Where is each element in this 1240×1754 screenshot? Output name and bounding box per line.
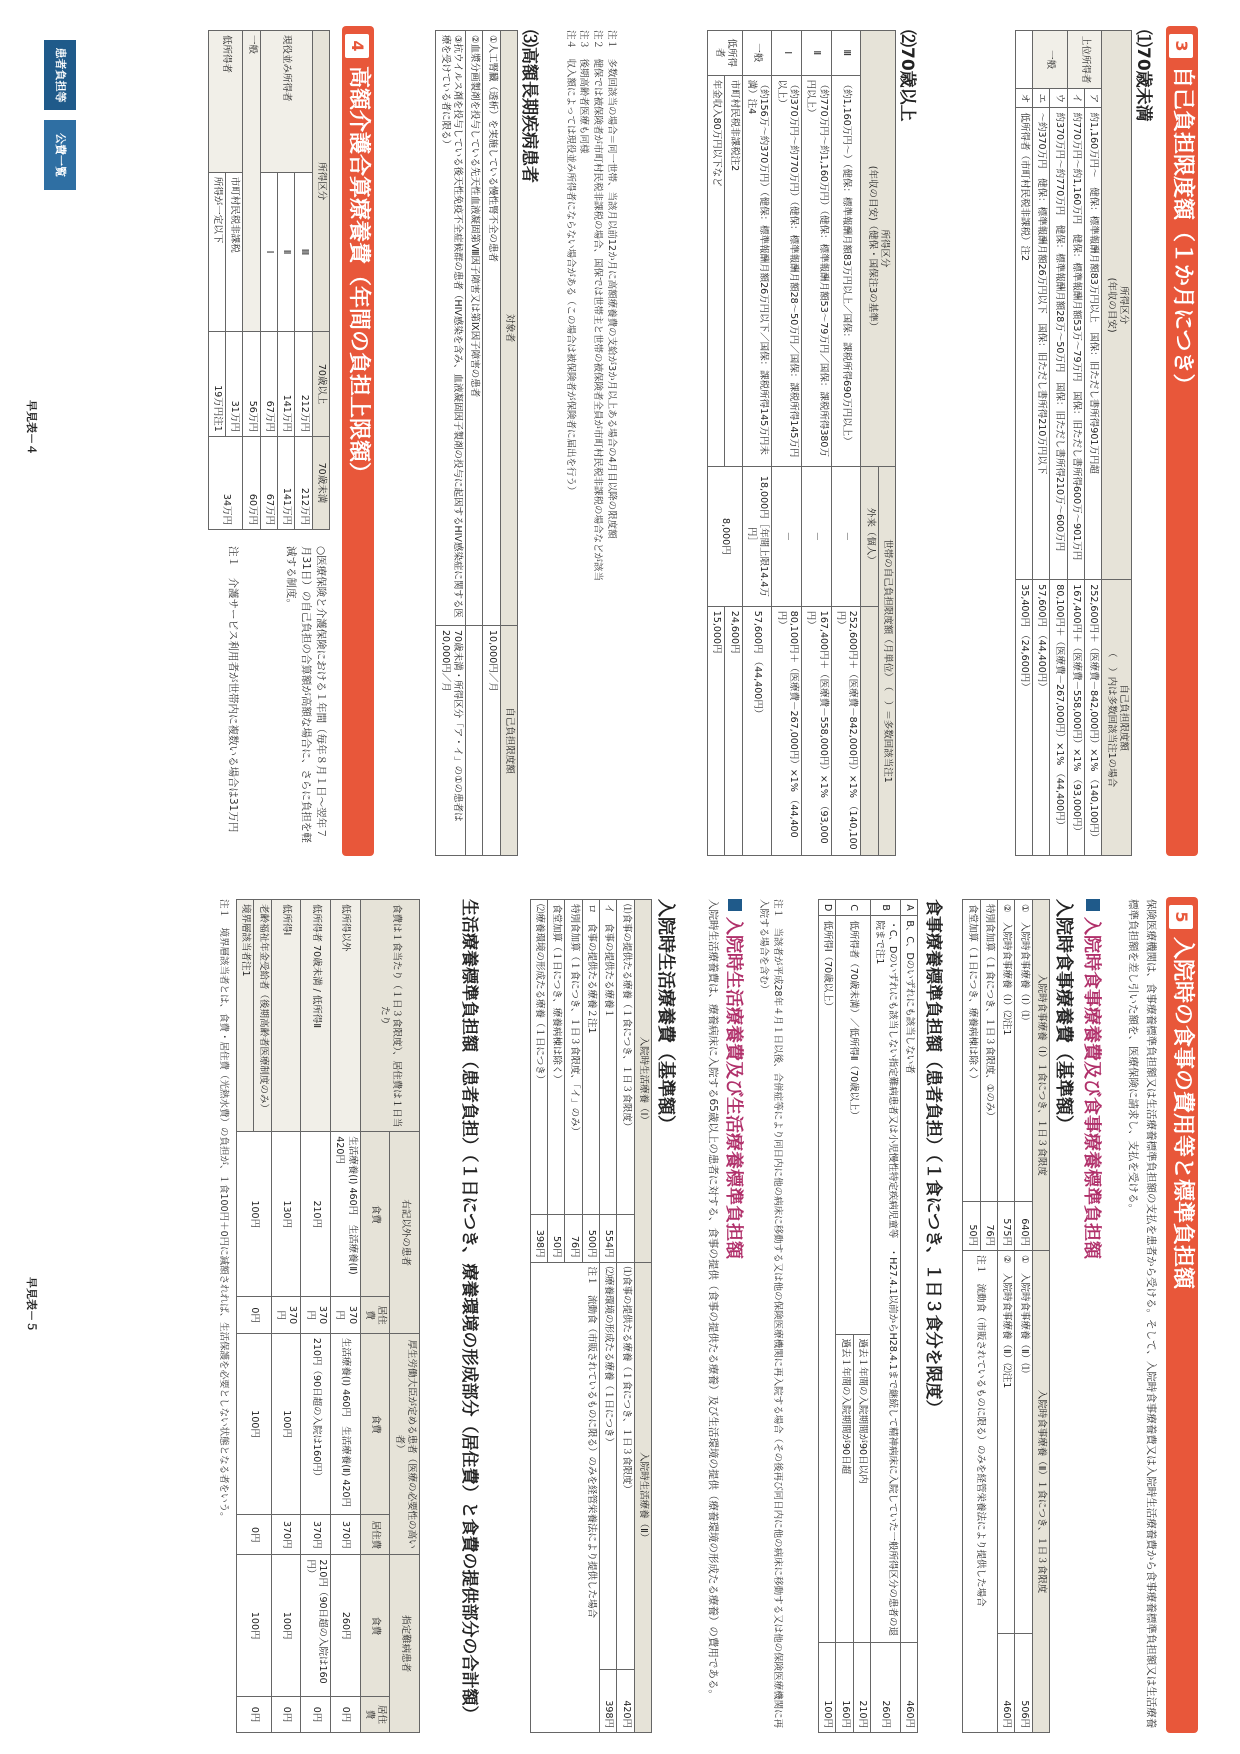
heading-life-therapy: 入院時生活療養費及び生活療養標準負担額	[722, 899, 748, 1259]
footer-page4: 早見表－４	[25, 400, 38, 455]
table-row: 特別食加算（１食につき、１日３食限度、「イ」のみ） 76円	[565, 900, 582, 1733]
table-row: 現役並み所得者 Ⅲ 212万円 212万円	[295, 31, 312, 530]
table-row: 所得が一定以下 19万円注1	[208, 31, 225, 530]
table-row: ⑴食事の提供たる療養（１食につき、１日３食限度） ⑴食事の提供たる療養（１食につき、１日３食限度） 420円	[617, 900, 634, 1733]
subheading-over70: ⑵70歳以上	[897, 30, 917, 122]
table-row: 老齢福祉年金受給者（後期高齢者医療制度のみ） 100円 0円 100円 0円 100円 0円	[254, 900, 271, 1733]
section-number: 3	[1169, 34, 1193, 58]
section-number: 5	[1169, 905, 1193, 929]
table-row: A B、C、Dのいずれにも該当しない者 460円	[900, 900, 917, 1733]
table-row: イ 約770万円～約1,160万円 健保：標準報酬月額53万～79万円 国保：旧ただし書所得600万～901万円 167,400円＋（医療費－558,000円）×1% （93,000円）	[1067, 31, 1084, 856]
table-row: ①人工腎臓（透析）を実施している慢性腎不全の患者 10,000円／月	[483, 31, 500, 856]
section-title: 高額介護合算療養費（年間の負担上限額）	[346, 66, 371, 485]
table-row: ① 入院時食事療養（Ⅰ）⑴ 640円 ① 入院時食事療養（Ⅱ）⑴ 506円	[1015, 900, 1032, 1733]
table-row: ⑵療養環境の形成たる療養（１日につき） 398円	[530, 900, 547, 1733]
table-row: Ⅱ （約770万円～約1,160万円）（健保：標準報酬月額53～79万円／国保：課税所得380万円以上） － 167,400円＋（医療費－558,000円）×1% （93,000円）	[801, 31, 831, 856]
table-row: 低所得者 市町村民税非課税注2 8,000円 24,600円	[725, 31, 742, 856]
notes-sec3: 注１ 多数回該当の場合＝同一世帯、当該月以前12か月に高額療養費の支給が3か月以上ある場合の4月目以降の限度額 注２ 健保では被保険者が市町村民税非課税の場合、国保では世帯主と世帯の被保険者全員が市町村民税非課税の場合などが該当 注３ 後期高齢者医療も同様 注４ 収入額によっては現役並み所得者にならない場合がある（この場合は被保険者が保険者に届出を行う）	[564, 30, 617, 582]
table-row: 低所得Ⅰ 130円 370円 100円 370円 100円 0円	[271, 900, 301, 1733]
table-row: オ 低所得者（市町村民税非課税）注2 35,400円 （24,600円）	[1015, 31, 1032, 856]
table-row: ② 入院時食事療養（Ⅰ）⑵注1 575円 ② 入院時食事療養（Ⅱ）⑵注1 460円	[997, 900, 1014, 1733]
tab-public-list[interactable]: 公費一覧	[44, 120, 76, 190]
section-title: 自己負担限度額（１か月につき）	[1170, 66, 1195, 396]
subheading-under70: ⑴70歳未満	[1133, 30, 1153, 122]
table-row: Ⅲ （約1,160万円～）（健保：標準報酬月額83万円以上／国保：課税所得690万円以上） － 252,600円＋（医療費－842,000円）×1% （140,100円）	[831, 31, 861, 856]
section-3-header	[1166, 26, 1198, 856]
table-food-standard	[818, 899, 918, 1733]
table-row: イ 食事の提供たる療養１ 554円 ⑵療養環境の形成たる療養（１日につき） 398円	[599, 900, 616, 1733]
table-row: Ⅱ 141万円 141万円	[277, 31, 294, 530]
table-row: 特別食加算（１食につき、１日３食限度、①のみ） 76円 注１ 流動食（市販されているものに限る）のみを経管栄養法により提供した場合	[980, 900, 997, 1733]
heading-food-standard: 食事療養標準負担額（患者負担）（１食につき、１日３食分を限度）	[923, 899, 943, 1417]
page-5	[0, 877, 1240, 1754]
subheading-longterm: ⑶高額長期疾病患者	[519, 30, 539, 183]
table-row: 過去１年間の入院期間が90日超 160円	[836, 900, 853, 1733]
table-row: 境界層該当者注1	[236, 900, 253, 1733]
table-row: 一般 （約156万～約370万円）（健保：標準報酬月額26万円以下／国保：課税所得145万円未満）注4 18,000円［年間上限14.4万円］ 57,600円 （44,400円）	[742, 31, 772, 856]
heading-life-standard: 生活療養標準負担額（患者負担）（１日につき、療養環境の形成部分（居住費）と食費の提供部分の合計額）	[459, 899, 479, 1723]
sec4-description: ○医療保険と介護保険における１年間（毎年８月１日～翌年７月31日）の自己負担の合算額が高額な場合に、さらに負担を軽減する制度。	[284, 546, 327, 843]
intro-paragraph: 保険医療機関は、食事療養標準負担額又は生活療養標準負担額の支払を患者から受ける。そして、入院時食事療養費又は入院時生活療養費から食事療養標準負担額又は生活療養標準負担額を差し引いた額を、医療保険に請求し、支払を受ける。	[1126, 899, 1157, 1729]
table-row: 低所得以外 生活療養(Ⅰ) 460円 生活療養(Ⅱ) 420円 370円 生活療養(Ⅰ) 460円 生活療養(Ⅱ) 420円 370円 260円 0円	[330, 900, 360, 1733]
table-row: 低所得者 70歳未満 / 低所得Ⅱ 210円 370円 210円（90日超の入院は160円） 370円 210円（90日超の入院は160円） 0円	[301, 900, 331, 1733]
table-kaigo-gassan: 所得区分 70歳以上 70歳未満 現役並み所得者 Ⅲ 212万円 212万円 Ⅱ 141万円 141万円 Ⅰ 67万円 67万円 一般 56万円 60万円 低所得者 市町村民税非課税 31万円 34万円 所得が一定以下 19万円注1	[208, 30, 330, 530]
table-row: D 低所得Ⅰ（70歳以上） 100円	[818, 900, 835, 1733]
table-row: Ⅰ （約370万円～約770万円）（健保：標準報酬月額28～50万円／国保：課税所得145万円以上） － 80,100円＋（医療費－267,000円）×1% （44,400円）	[772, 31, 802, 856]
section-5-header	[1166, 897, 1198, 1733]
table-row: C 低所得者（70歳未満）／低所得Ⅱ（70歳以上） 過去１年間の入院期間が90日以内 210円	[853, 900, 870, 1733]
note-food-standard: 注１ 当該者が平成28年４月１日以後、合併症等により同日内に他の病床に移動する又は他の保険医療機関に再入院する場合（その後再び同日内に他の病床に移動する又は他の保険医療機関に再入院する場合を含む）	[758, 899, 783, 1729]
table-life-base: 入院時生活療養（Ⅰ） 入院時生活療養（Ⅱ） ⑴食事の提供たる療養（１食につき、１日３食限度） ⑴食事の提供たる療養（１食につき、１日３食限度） 420円 イ 食事の提供たる療養１ 554円 ⑵療養環境の形成たる療養（１日につき） 398円 ロ 食事の提供たる療養２注1 500円 注１ 流動食（市販されているものに限る）のみを経管栄養法により提供した場合 特別食加算（１食につき、１日３食限度、「イ」のみ） 76円 食堂加算（１日につき、療養病棟は除く） 50円 ⑵療養環境の形成たる療養（１日につき） 398円	[530, 899, 652, 1733]
footer-page5: 早見表－５	[25, 1277, 38, 1332]
table-row: ③抗ウイルス剤を投与している後天性免疫不全症候群の患者（HIV感染を含み、血液凝固因子製剤の投与に起因するHIV感染症に関する医療を受けている者に限る） 70歳未満・所得区分「ア・イ」の①の患者は20,000円／月	[436, 31, 466, 856]
table-under70	[1015, 30, 1132, 856]
table-row: 上位所得者 ア 約1,160万円～ 健保：標準報酬月額83万円以上 国保：旧ただし書所得901万円超 252,600円＋（医療費－842,000円）×1% （140,100円）	[1084, 31, 1101, 856]
table-row: ロ 食事の提供たる療養２注1 500円 注１ 流動食（市販されているものに限る）のみを経管栄養法により提供した場合	[582, 900, 599, 1733]
table-row: 食堂加算（１日につき、療養病棟は除く） 50円	[547, 900, 564, 1733]
section-4-header	[342, 26, 374, 856]
section-number: 4	[345, 34, 369, 58]
table-row: 年金収入80万円以下など 15,000円	[707, 31, 724, 856]
heading-food-base: 入院時食事療養費（基準額）	[1053, 899, 1074, 1133]
tab-patient-burden[interactable]: 患者負担等	[44, 40, 76, 110]
note-life-standard: 注１ 境界層該当者とは、食費・居住費（光熱水費）の負担が、１食100円＋0円に減額されれば、生活保護を必要としない状態となる者をいう。	[218, 899, 229, 1522]
table-longterm: 対象者 自己負担限度額 ①人工腎臓（透析）を実施している慢性腎不全の患者 10,000円／月 ②血漿分画製剤を投与している先天性血液凝固第Ⅷ因子障害又は第Ⅸ因子障害の患者 ③抗ウイルス剤を投与している後天性免疫不全症候群の患者（HIV感染を含み、血液凝固因子製剤の投与に起因するHIV感染症に関する医療を受けている者に限る） 70歳未満・所得区分「ア・イ」の①の患者は20,000円／月	[435, 30, 518, 856]
table-row: 一般 ウ 約370万円～約770万円 健保：標準報酬月額28万～50万円 国保：旧ただし書所得210万～600万円 80,100円＋（医療費－267,000円）×1% （44,400円）	[1050, 31, 1067, 856]
th-kubun: 所得区分 (年収の目安)	[1102, 31, 1132, 580]
table-row: B ・C、Dのいずれにも該当しない指定難病患者又は小児慢性特定疾病児童等 ・H27.4.1以前からH28.4.1まで継続して精神病床に入院していた一般所得区分の患者の退院まで注1 260円	[870, 900, 900, 1733]
table-over70: 所得区分 (年収の目安)（健保・国保注3の基準） 世帯の自己負担限度額（月単位） （ ）＝多数回該当注1 外来（個人） Ⅲ （約1,160万円～）（健保：標準報酬月額83万円以上／国保：課税所得690万円以上） － 252,600円＋（医療費－842,000円）×1% （140,100円） Ⅱ （約770万円～約1,160万円）（健保：標準報酬月額53～79万円／国保：課税所得380万円以上） － 167,400円＋（医療費－558,000円）×1% （93,000円） Ⅰ （約370万円～約770万円）（健保：標準報酬月額28～50万円／国保：課税所得145万円以上） － 80,100円＋（医療費－267,000円）×1% （44,400円） 一般 （約156万～約370万円）（健保：標準報酬月額26万円以下／国保：課税所得145万円未満）注4 18,000円［年間上限14.4万円］ 57,600円 （44,400円） 低所得者 市町村民税非課税注2 8,000円 24,600円 年金収入80万円以下など 15,000円	[707, 30, 896, 856]
th-limit: 自己負担限度額 （ ）内は多数回該当注1の場合	[1102, 580, 1132, 856]
heading-life-base: 入院時生活療養費（基準額）	[655, 899, 676, 1133]
life-paragraph: 入院時生活療養費は、療養病床に入院する65歳以上の患者に対する、食事の提供（食事の提供たる療養）及び生活環境の提供（療養環境の形成たる療養）の費用である。	[707, 899, 719, 1700]
sec4-note: 注１ 介護サービス利用者が世帯内に複数いる場合は31万円	[227, 546, 239, 833]
heading-food-therapy: 入院時食事療養費及び食事療養標準負担額	[1080, 899, 1106, 1259]
table-row: エ ～約370万円 健保：標準報酬月額26万円以下 国保：旧ただし書所得210万円以下 57,600円 （44,400円）	[1032, 31, 1049, 856]
table-row: 食堂加算（１日につき、療養病棟は除く） 50円	[963, 900, 980, 1733]
table-row: 一般 56万円 60万円	[243, 31, 260, 530]
table-row: 低所得者 市町村民税非課税 31万円 34万円	[225, 31, 242, 530]
table-food-base: 入院時食事療養（Ⅰ）１食につき、１日３食限度 入院時食事療養（Ⅱ）１食につき、１日３食限度 ① 入院時食事療養（Ⅰ）⑴ 640円 ① 入院時食事療養（Ⅱ）⑴ 506円 ② 入院時食事療養（Ⅰ）⑵注1 575円 ② 入院時食事療養（Ⅱ）⑵注1 460円 特別食加算（１食につき、１日３食限度、①のみ） 76円 注１ 流動食（市販されているものに限る）のみを経管栄養法により提供した場合 食堂加算（１日につき、療養病棟は除く） 50円	[962, 899, 1050, 1733]
table-life-standard: 食費は１食当たり（１日３食限度）、居住費は１日当たり 右記以外の患者 厚生労働大臣が定める患者（医療の必要性の高い者） 指定難病患者 食費 居住費 食費 居住費 食費 居住費 低所得以外 生活療養(Ⅰ) 460円 生活療養(Ⅱ) 420円 370円 生活療養(Ⅰ) 460円 生活療養(Ⅱ) 420円 370円 260円 0円 低所得者 70歳未満 / 低所得Ⅱ 210円 370円 210円（90日超の入院は160円） 370円 210円（90日超の入院は160円） 0円 低所得Ⅰ 130円 370円 100円 370円 100円 0円 老齢福祉年金受給者（後期高齢者医療制度のみ） 100円 0円 100円 0円 100円 0円 境界層該当者注1	[236, 899, 420, 1733]
table-row: Ⅰ 67万円 67万円	[260, 31, 277, 530]
section-title: 入院時の食事の費用等と標準負担額	[1170, 937, 1195, 1290]
table-row: ②血漿分画製剤を投与している先天性血液凝固第Ⅷ因子障害又は第Ⅸ因子障害の患者	[465, 31, 482, 856]
